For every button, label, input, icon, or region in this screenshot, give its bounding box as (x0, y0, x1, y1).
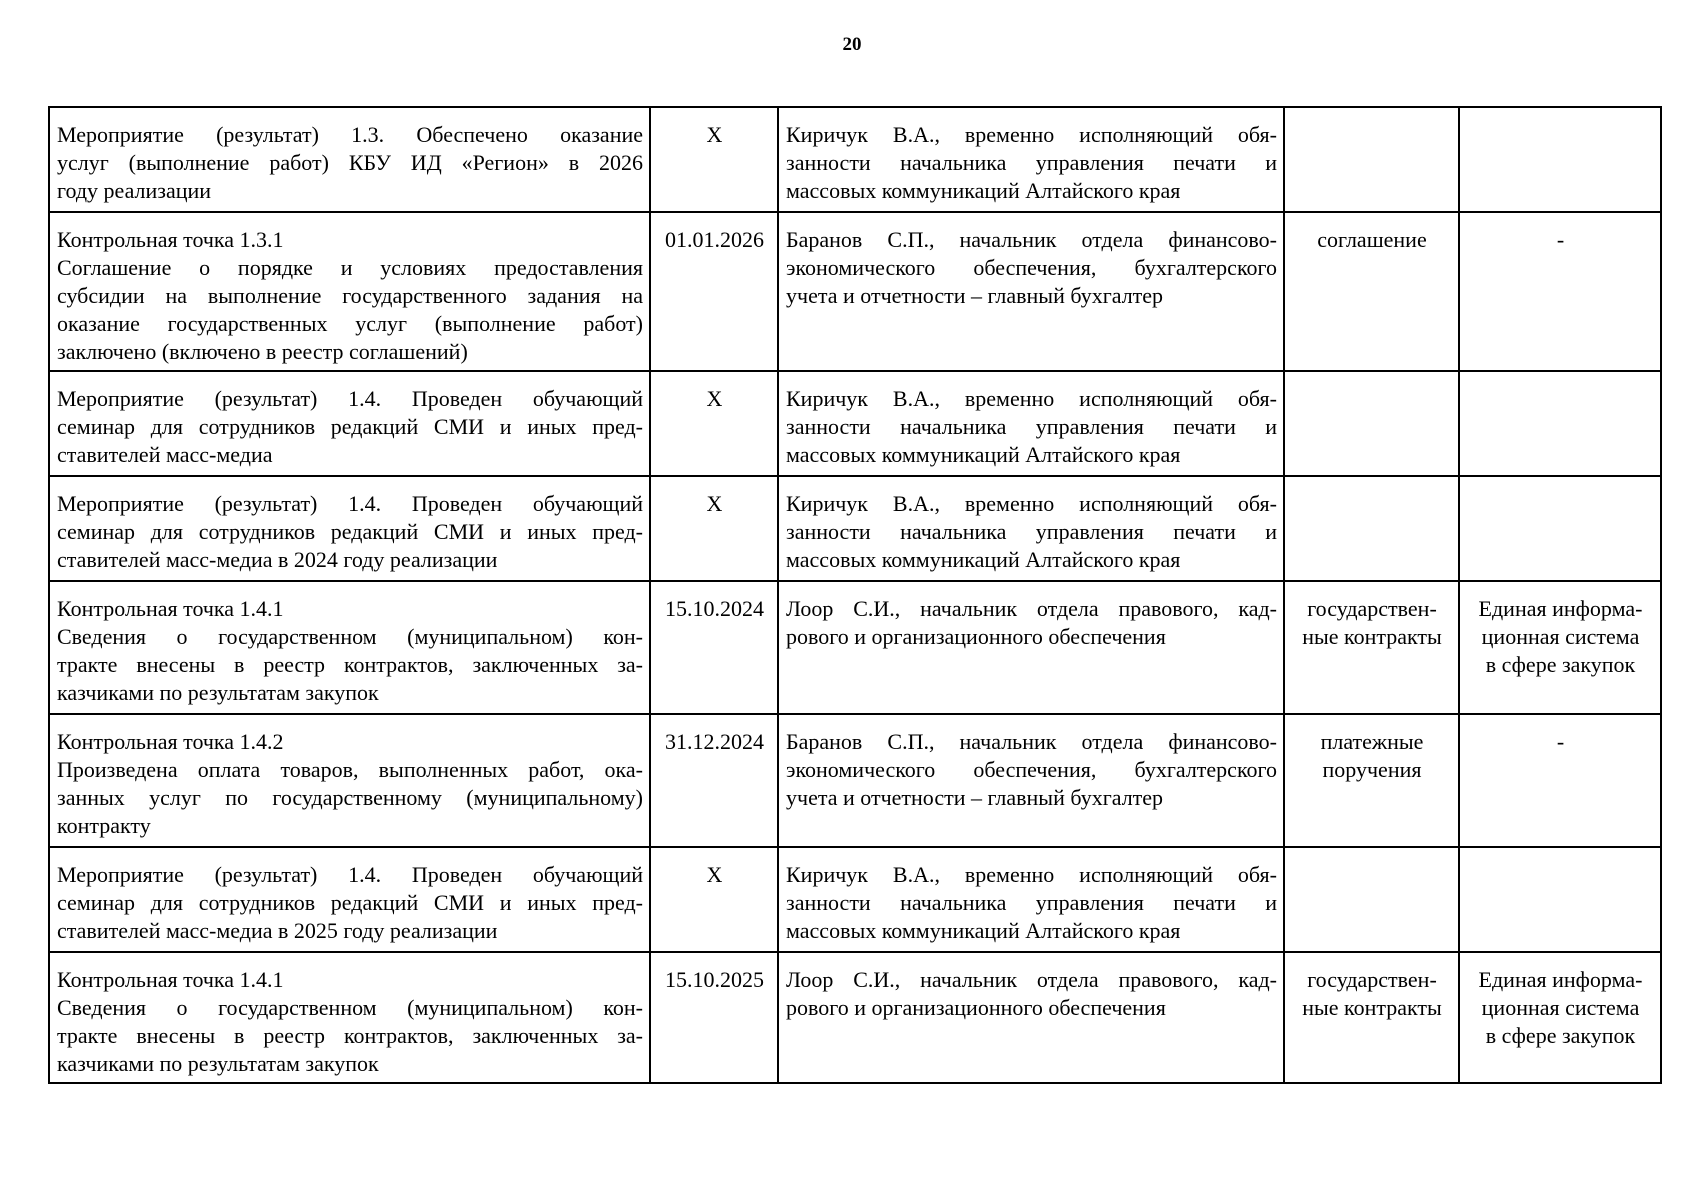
info-system-cell (1459, 212, 1661, 371)
event-title-line: Соглашение о порядке и условиях предоставления (57, 255, 643, 280)
event-title-line: году реализации (57, 178, 212, 203)
document-cell-line: ные контракты (1302, 995, 1442, 1020)
document-cell (1284, 581, 1459, 714)
responsible-cell-line: рового и организационного обеспечения (786, 624, 1166, 649)
date-cell-text: 15.10.2024 (665, 596, 764, 621)
date-cell-text: Х (706, 122, 723, 147)
event-title-line: субсидии на выполнение государственного задания на (57, 283, 643, 308)
event-title-line: семинар для сотрудников редакций СМИ и иных пред- (57, 519, 643, 544)
date-cell-text: 15.10.2025 (665, 967, 764, 992)
event-title-line: услуг (выполнение работ) КБУ ИД «Регион» в 2026 (57, 150, 643, 175)
event-title-line: занных услуг по государственному (муниципальному) (57, 785, 643, 810)
table-row (49, 107, 1661, 212)
info-system-cell (1459, 952, 1661, 1083)
document-cell (1284, 371, 1459, 476)
event-title-line: ставителей масс-медиа в 2024 году реализации (57, 547, 498, 572)
page-number: 20 (842, 34, 862, 55)
event-title-line: оказание государственных услуг (выполнение работ) (57, 311, 643, 336)
info-system-cell-line: Единая информа- (1478, 967, 1643, 992)
table-row (49, 212, 1661, 371)
event-title-line: Мероприятие (результат) 1.3. Обеспечено оказание (57, 122, 643, 147)
event-title-line: Произведена оплата товаров, выполненных работ, ока- (57, 757, 643, 782)
responsible-cell-line: занности начальника управления печати и (786, 414, 1277, 439)
info-system-cell (1459, 371, 1661, 476)
date-cell-text: Х (706, 862, 723, 887)
event-title-cell (49, 476, 650, 581)
responsible-cell-line: Киричук В.А., временно исполняющий обя- (786, 862, 1277, 887)
document-cell-line: ные контракты (1302, 624, 1442, 649)
event-title-line: Мероприятие (результат) 1.4. Проведен обучающий (57, 386, 643, 411)
table-row (49, 371, 1661, 476)
event-title-cell (49, 952, 650, 1083)
table-row (49, 581, 1661, 714)
event-title-cell (49, 371, 650, 476)
responsible-cell (778, 581, 1284, 714)
responsible-cell (778, 371, 1284, 476)
event-title-line: тракте внесены в реестр контрактов, заключенных за- (57, 652, 643, 677)
date-cell (650, 714, 778, 847)
event-title-cell (49, 581, 650, 714)
responsible-cell-line: массовых коммуникаций Алтайского края (786, 178, 1181, 203)
event-title-cell (49, 714, 650, 847)
event-title-line: Сведения о государственном (муниципальном) кон- (57, 624, 643, 649)
table-row (49, 847, 1661, 952)
event-title-line: Мероприятие (результат) 1.4. Проведен обучающий (57, 491, 643, 516)
date-cell-text: 31.12.2024 (665, 729, 764, 754)
info-system-cell (1459, 107, 1661, 212)
event-title-line: казчиками по результатам закупок (57, 680, 379, 705)
document-cell (1284, 714, 1459, 847)
responsible-cell-line: массовых коммуникаций Алтайского края (786, 547, 1181, 572)
event-title-line: Контрольная точка 1.4.1 (57, 596, 284, 621)
document-cell-line: платежные (1320, 729, 1424, 754)
table-row (49, 714, 1661, 847)
event-title-line: Контрольная точка 1.4.1 (57, 967, 284, 992)
info-system-cell-line: ционная система (1481, 995, 1640, 1020)
info-system-cell (1459, 847, 1661, 952)
event-title-line: контракту (57, 813, 151, 838)
responsible-cell-line: Баранов С.П., начальник отдела финансово- (786, 729, 1277, 754)
event-title-line: семинар для сотрудников редакций СМИ и иных пред- (57, 890, 643, 915)
document-cell-text: соглашение (1317, 227, 1427, 252)
responsible-cell-line: учета и отчетности – главный бухгалтер (786, 283, 1164, 308)
document-cell (1284, 847, 1459, 952)
document-cell (1284, 952, 1459, 1083)
info-system-cell-line: в сфере закупок (1485, 1023, 1636, 1048)
date-cell (650, 476, 778, 581)
date-cell (650, 952, 778, 1083)
responsible-cell (778, 847, 1284, 952)
info-system-cell (1459, 476, 1661, 581)
date-cell-text: Х (706, 386, 723, 411)
info-system-cell-line: в сфере закупок (1485, 652, 1636, 677)
event-title-cell (49, 107, 650, 212)
date-cell (650, 371, 778, 476)
info-system-cell-line: ционная система (1481, 624, 1640, 649)
document-cell-line: государствен- (1307, 967, 1437, 992)
responsible-cell-line: массовых коммуникаций Алтайского края (786, 442, 1181, 467)
control-points-table (48, 106, 1662, 1084)
table-row (49, 476, 1661, 581)
event-title-line: ставителей масс-медиа (57, 442, 273, 467)
event-title-line: ставителей масс-медиа в 2025 году реализации (57, 918, 498, 943)
date-cell (650, 847, 778, 952)
document-cell-line: поручения (1322, 757, 1422, 782)
event-title-line: Контрольная точка 1.3.1 (57, 227, 284, 252)
info-system-cell-text: - (1556, 227, 1565, 252)
info-system-cell-text: - (1556, 729, 1565, 754)
responsible-cell (778, 107, 1284, 212)
responsible-cell-line: занности начальника управления печати и (786, 150, 1277, 175)
responsible-cell (778, 714, 1284, 847)
event-title-line: Контрольная точка 1.4.2 (57, 729, 284, 754)
date-cell (650, 107, 778, 212)
event-title-cell (49, 212, 650, 371)
responsible-cell-line: экономического обеспечения, бухгалтерского (786, 255, 1277, 280)
responsible-cell-line: Киричук В.А., временно исполняющий обя- (786, 122, 1277, 147)
responsible-cell-line: занности начальника управления печати и (786, 890, 1277, 915)
event-title-line: казчиками по результатам закупок (57, 1051, 379, 1076)
responsible-cell-line: учета и отчетности – главный бухгалтер (786, 785, 1164, 810)
event-title-line: Сведения о государственном (муниципальном) кон- (57, 995, 643, 1020)
responsible-cell-line: Лоор С.И., начальник отдела правового, кад- (786, 596, 1277, 621)
document-cell (1284, 107, 1459, 212)
date-cell (650, 581, 778, 714)
event-title-line: тракте внесены в реестр контрактов, заключенных за- (57, 1023, 643, 1048)
event-title-cell (49, 847, 650, 952)
table-row (49, 952, 1661, 1083)
info-system-cell (1459, 581, 1661, 714)
document-cell (1284, 212, 1459, 371)
date-cell (650, 212, 778, 371)
responsible-cell-line: Баранов С.П., начальник отдела финансово- (786, 227, 1277, 252)
responsible-cell-line: Лоор С.И., начальник отдела правового, кад- (786, 967, 1277, 992)
responsible-cell-line: Киричук В.А., временно исполняющий обя- (786, 386, 1277, 411)
document-cell (1284, 476, 1459, 581)
date-cell-text: Х (706, 491, 723, 516)
info-system-cell (1459, 714, 1661, 847)
responsible-cell-line: Киричук В.А., временно исполняющий обя- (786, 491, 1277, 516)
info-system-cell-line: Единая информа- (1478, 596, 1643, 621)
responsible-cell-line: рового и организационного обеспечения (786, 995, 1166, 1020)
responsible-cell (778, 952, 1284, 1083)
date-cell-text: 01.01.2026 (665, 227, 764, 252)
responsible-cell-line: массовых коммуникаций Алтайского края (786, 918, 1181, 943)
responsible-cell (778, 476, 1284, 581)
event-title-line: Мероприятие (результат) 1.4. Проведен обучающий (57, 862, 643, 887)
event-title-line: семинар для сотрудников редакций СМИ и иных пред- (57, 414, 643, 439)
responsible-cell (778, 212, 1284, 371)
responsible-cell-line: занности начальника управления печати и (786, 519, 1277, 544)
document-cell-line: государствен- (1307, 596, 1437, 621)
event-title-line: заключено (включено в реестр соглашений) (57, 339, 468, 364)
responsible-cell-line: экономического обеспечения, бухгалтерского (786, 757, 1277, 782)
